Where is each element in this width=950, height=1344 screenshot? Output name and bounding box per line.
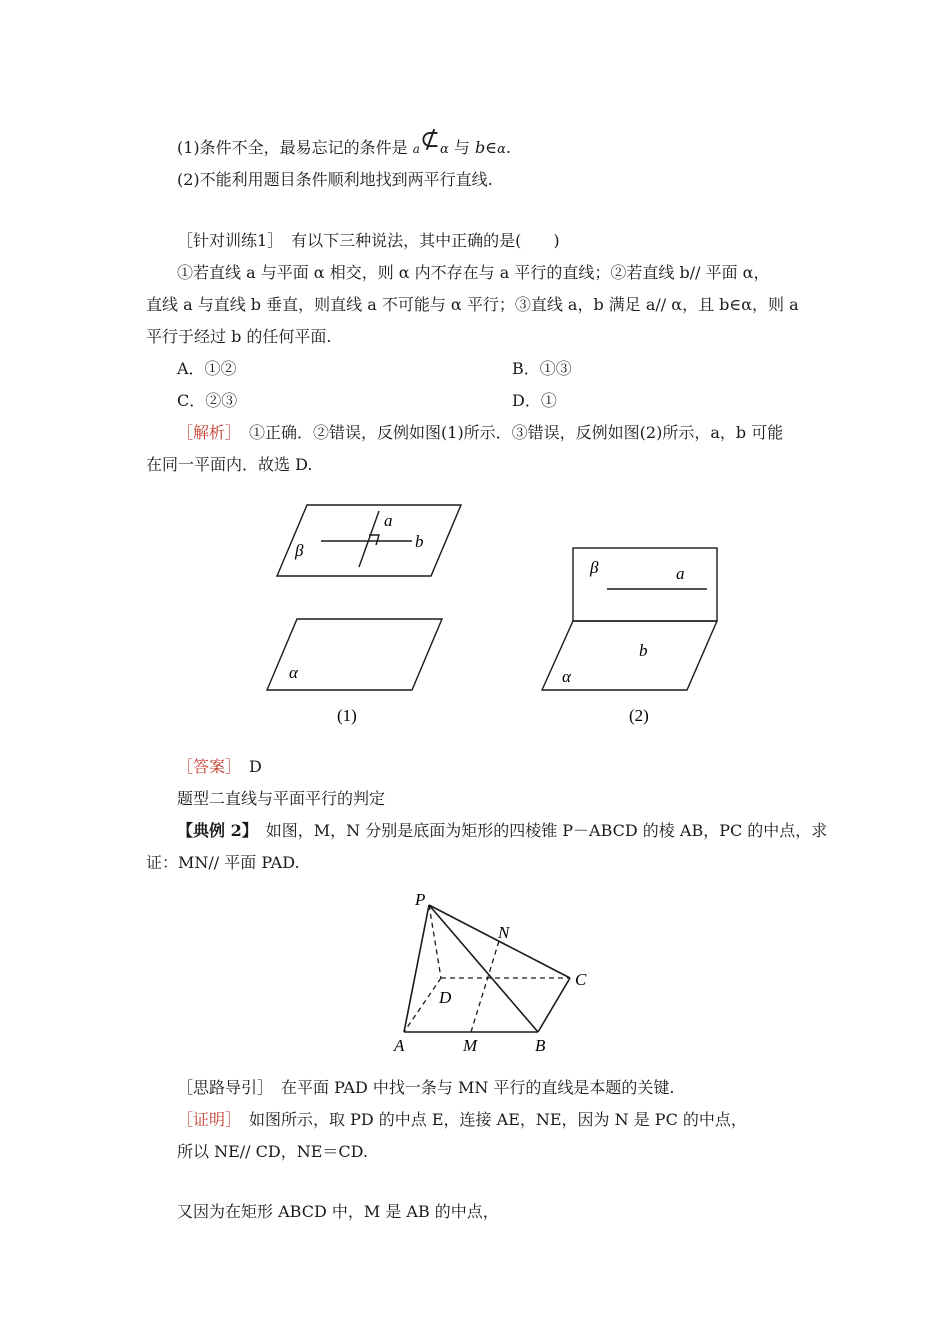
not-subset-symbol: ⊄ (419, 125, 441, 153)
fig1-label-b: b (415, 532, 424, 551)
period: . (505, 138, 511, 157)
figure-1 (255, 495, 465, 725)
fig1-label-beta: β (295, 541, 304, 560)
segment-MN-hidden (471, 941, 499, 1032)
condition-line-2: (2)不能利用题目条件顺利地找到两平行直线. (177, 170, 493, 189)
option-a: A．①② (177, 359, 237, 378)
in-symbol: ∈ (485, 138, 498, 157)
answer-line (177, 757, 262, 777)
proof-line-1 (177, 1110, 747, 1130)
proof-line-2: 所以 NE// CD，NE＝CD. (177, 1142, 368, 1161)
analysis-line-1 (177, 423, 783, 443)
fig1-label-a: a (384, 511, 393, 530)
exercise-paragraph-1: ①若直线 a 与平面 α 相交，则 α 内不存在与 a 平行的直线；②若直线 b// 平面 α， (177, 263, 770, 282)
label-B: B (535, 1036, 546, 1055)
example-2-line-2: 证：MN// 平面 PAD. (146, 853, 300, 872)
answer-tag: ［答案］ (177, 757, 234, 776)
fig2-caption: (2) (629, 706, 649, 725)
example-2-tag: 【典例 2】 (177, 821, 250, 840)
example-2-text: 如图，M，N 分别是底面为矩形的四棱锥 P－ABCD 的棱 AB，PC 的中点，求 (249, 821, 828, 840)
condition-text: (1)条件不全，最易忘记的条件是 (177, 138, 408, 157)
analysis-line-2: 在同一平面内．故选 D. (146, 455, 313, 474)
option-d: D．① (512, 391, 557, 410)
option-b: B．①③ (512, 359, 572, 378)
section-title: 题型二直线与平面平行的判定 (177, 789, 386, 808)
label-N: N (498, 923, 510, 942)
symbol-alpha-2: α (497, 142, 506, 157)
and-text: 与 (453, 138, 470, 157)
exercise-paragraph-3: 平行于经过 b 的任何平面. (146, 327, 332, 346)
fig2-label-b: b (639, 641, 648, 660)
example-2-line-1 (177, 821, 827, 841)
fig1-label-alpha: α (289, 663, 298, 682)
edge-BC (538, 978, 570, 1032)
proof-tag: ［证明］ (177, 1110, 234, 1129)
hint-line: ［思路导引］ 在平面 PAD 中找一条与 MN 平行的直线是本题的关键. (177, 1078, 675, 1097)
line-a (359, 511, 379, 567)
label-A: A (394, 1036, 405, 1055)
label-D: D (439, 988, 452, 1007)
figure-2 (535, 540, 725, 730)
analysis-text: ①正确．②错误，反例如图(1)所示．③错误，反例如图(2)所示，a，b 可能 (233, 423, 784, 442)
fig1-caption: (1) (337, 706, 357, 725)
figure-pyramid (385, 885, 600, 1060)
label-M: M (463, 1036, 478, 1055)
exercise-heading: ［针对训练1］ 有以下三种说法，其中正确的是( ) (177, 231, 560, 250)
answer-value: D (233, 757, 262, 776)
fig2-label-alpha: α (562, 667, 571, 686)
option-c: C．②③ (177, 391, 238, 410)
edge-PB (429, 905, 538, 1032)
fig2-label-a: a (676, 564, 685, 583)
proof-line-3: 又因为在矩形 ABCD 中，M 是 AB 的中点， (177, 1202, 499, 1221)
analysis-tag: ［解析］ (177, 423, 234, 442)
symbol-alpha: α (440, 142, 449, 157)
fig2-label-beta: β (590, 558, 599, 577)
edge-PA (404, 905, 429, 1032)
label-C: C (575, 970, 587, 989)
proof-text: 如图所示，取 PD 的中点 E，连接 AE，NE，因为 N 是 PC 的中点， (233, 1110, 747, 1129)
symbol-a: a (412, 142, 420, 156)
symbol-b: b (475, 138, 486, 157)
condition-line-1 (177, 125, 511, 160)
exercise-paragraph-2: 直线 a 与直线 b 垂直，则直线 a 不可能与 α 平行；③直线 a，b 满足 a// α，且 b∈α，则 a (146, 295, 799, 314)
label-P: P (415, 890, 426, 909)
